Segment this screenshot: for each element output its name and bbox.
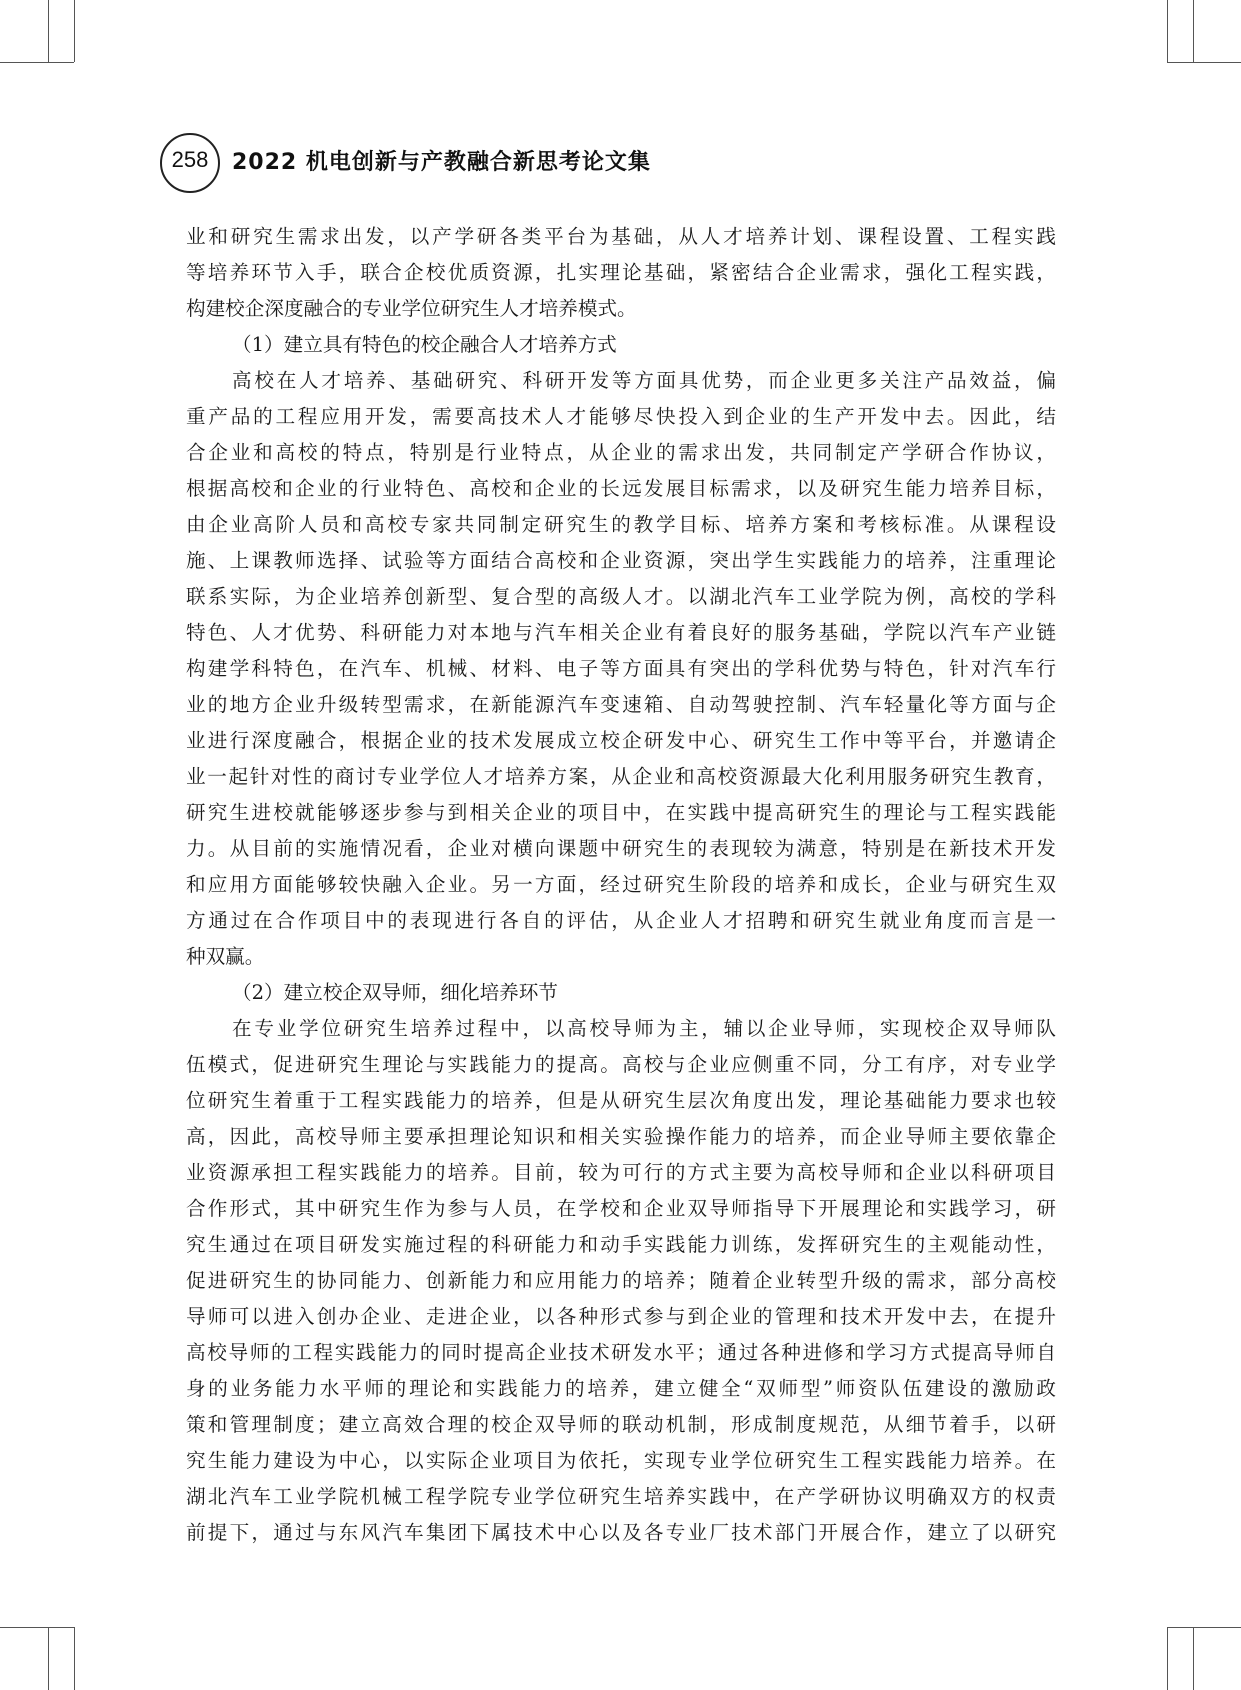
crop-mark-top-left-h <box>0 62 74 63</box>
text-line: 重产品的工程应用开发，需要高技术人才能够尽快投入到企业的生产开发中去。因此，结 <box>186 405 1056 428</box>
page-number: 258 <box>160 133 220 193</box>
text-line: 合企业和高校的特点，特别是行业特点，从企业的需求出发，共同制定产学研合作协议， <box>186 441 1056 464</box>
text-line: 导师可以进入创办企业、走进企业，以各种形式参与到企业的管理和技术开发中去，在提升 <box>186 1305 1056 1328</box>
running-head: 2022 机电创新与产教融合新思考论文集 <box>232 150 651 175</box>
crop-mark-bottom-left-v2 <box>74 1627 75 1690</box>
text-line: 业一起针对性的商讨专业学位人才培养方案，从企业和高校资源最大化利用服务研究生教育， <box>186 765 1056 788</box>
text-line: 构建校企深度融合的专业学位研究生人才培养模式。 <box>186 297 637 320</box>
text-line: （1）建立具有特色的校企融合人才培养方式 <box>232 333 617 356</box>
text-line: 业的地方企业升级转型需求，在新能源汽车变速箱、自动驾驶控制、汽车轻量化等方面与企 <box>186 693 1056 716</box>
text-line: 和应用方面能够较快融入企业。另一方面，经过研究生阶段的培养和成长，企业与研究生双 <box>186 873 1056 896</box>
crop-mark-bottom-left-v1 <box>48 1627 49 1690</box>
text-line: 等培养环节入手，联合企校优质资源，扎实理论基础，紧密结合企业需求，强化工程实践， <box>186 261 1056 284</box>
crop-mark-bottom-right-v2 <box>1193 1627 1194 1690</box>
text-line: 身的业务能力水平师的理论和实践能力的培养，建立健全“双师型”师资队伍建设的激励政 <box>186 1377 1056 1400</box>
crop-mark-top-left-v2 <box>74 0 75 62</box>
text-line: 力。从目前的实施情况看，企业对横向课题中研究生的表现较为满意，特别是在新技术开发 <box>186 837 1056 860</box>
text-line: 业进行深度融合，根据企业的技术发展成立校企研发中心、研究生工作中等平台，并邀请企 <box>186 729 1056 752</box>
text-line: 由企业高阶人员和高校专家共同制定研究生的教学目标、培养方案和考核标准。从课程设 <box>186 513 1056 536</box>
text-line: 究生通过在项目研发实施过程的科研能力和动手实践能力训练，发挥研究生的主观能动性， <box>186 1233 1056 1256</box>
text-line: 研究生进校就能够逐步参与到相关企业的项目中，在实践中提高研究生的理论与工程实践能 <box>186 801 1056 824</box>
crop-mark-top-right-v1 <box>1167 0 1168 62</box>
text-line: 位研究生着重于工程实践能力的培养，但是从研究生层次角度出发，理论基础能力要求也较 <box>186 1089 1056 1112</box>
crop-mark-bottom-right-v1 <box>1167 1627 1168 1690</box>
text-line: 构建学科特色，在汽车、机械、材料、电子等方面具有突出的学科优势与特色，针对汽车行 <box>186 657 1056 680</box>
text-line: 特色、人才优势、科研能力对本地与汽车相关企业有着良好的服务基础，学院以汽车产业链 <box>186 621 1056 644</box>
crop-mark-top-right-v2 <box>1193 0 1194 62</box>
text-line: 联系实际，为企业培养创新型、复合型的高级人才。以湖北汽车工业学院为例，高校的学科 <box>186 585 1056 608</box>
text-line: 湖北汽车工业学院机械工程学院专业学位研究生培养实践中，在产学研协议明确双方的权责 <box>186 1485 1056 1508</box>
text-line: 合作形式，其中研究生作为参与人员，在学校和企业双导师指导下开展理论和实践学习，研 <box>186 1197 1056 1220</box>
text-line: 伍模式，促进研究生理论与实践能力的提高。高校与企业应侧重不同，分工有序，对专业学 <box>186 1053 1056 1076</box>
text-line: 方通过在合作项目中的表现进行各自的评估，从企业人才招聘和研究生就业角度而言是一 <box>186 909 1056 932</box>
text-line: 高校导师的工程实践能力的同时提高企业技术研发水平；通过各种进修和学习方式提高导师自 <box>186 1341 1056 1364</box>
text-line: 前提下，通过与东风汽车集团下属技术中心以及各专业厂技术部门开展合作，建立了以研究 <box>186 1521 1056 1544</box>
crop-mark-top-right-h <box>1167 62 1241 63</box>
text-line: 高校在人才培养、基础研究、科研开发等方面具优势，而企业更多关注产品效益，偏 <box>232 369 1056 392</box>
text-line: 施、上课教师选择、试验等方面结合高校和企业资源，突出学生实践能力的培养，注重理论 <box>186 549 1056 572</box>
text-line: 种双赢。 <box>186 945 265 968</box>
text-line: 根据高校和企业的行业特色、高校和企业的长远发展目标需求，以及研究生能力培养目标， <box>186 477 1056 500</box>
text-line: 业和研究生需求出发，以产学研各类平台为基础，从人才培养计划、课程设置、工程实践 <box>186 225 1056 248</box>
text-line: （2）建立校企双导师，细化培养环节 <box>232 981 558 1004</box>
crop-mark-bottom-right-h <box>1167 1627 1241 1628</box>
text-line: 策和管理制度；建立高效合理的校企双导师的联动机制，形成制度规范，从细节着手，以研 <box>186 1413 1056 1436</box>
text-line: 业资源承担工程实践能力的培养。目前，较为可行的方式主要为高校导师和企业以科研项目 <box>186 1161 1056 1184</box>
text-line: 在专业学位研究生培养过程中，以高校导师为主，辅以企业导师，实现校企双导师队 <box>232 1017 1056 1040</box>
text-line: 高，因此，高校导师主要承担理论知识和相关实验操作能力的培养，而企业导师主要依靠企 <box>186 1125 1056 1148</box>
text-line: 究生能力建设为中心，以实际企业项目为依托，实现专业学位研究生工程实践能力培养。在 <box>186 1449 1056 1472</box>
text-line: 促进研究生的协同能力、创新能力和应用能力的培养；随着企业转型升级的需求，部分高校 <box>186 1269 1056 1292</box>
crop-mark-bottom-left-h <box>0 1627 74 1628</box>
crop-mark-top-left-v1 <box>48 0 49 62</box>
